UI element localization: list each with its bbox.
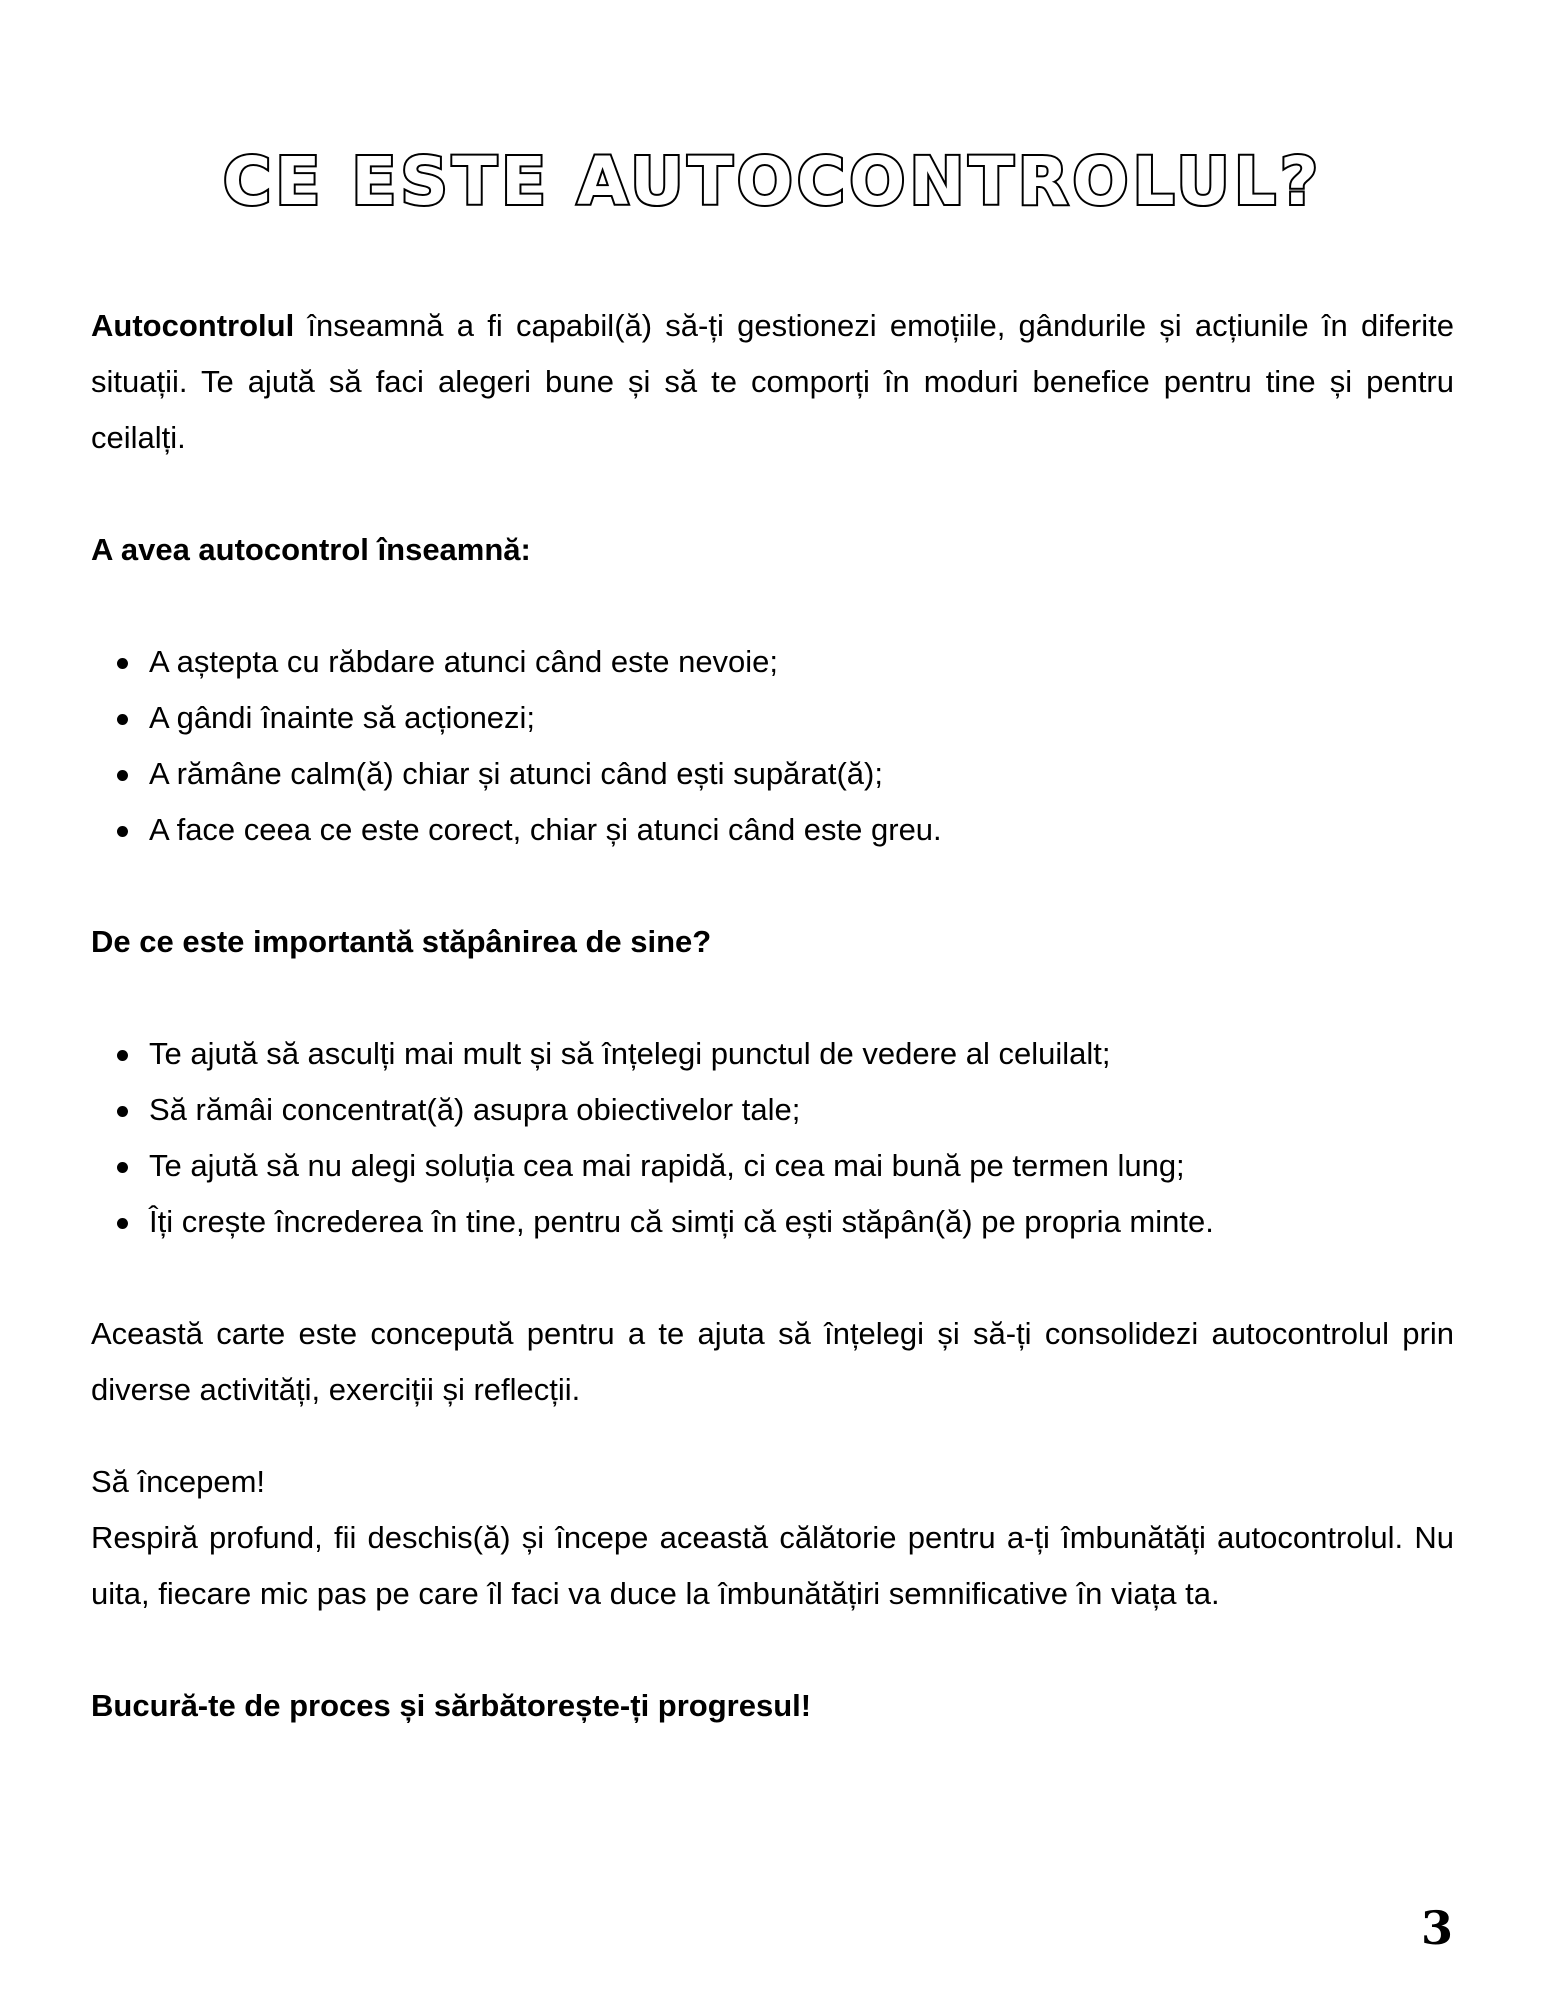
page-number: 3 — [1420, 1901, 1453, 1955]
intro-paragraph — [91, 298, 1454, 466]
intro-bold-term: Autocontrolul — [91, 308, 295, 343]
list-item: Să rămâi concentrat(ă) asupra obiectivelor tale; — [149, 1082, 1454, 1138]
list-item: A gândi înainte să acționezi; — [149, 690, 1454, 746]
list-item: A rămâne calm(ă) chiar și atunci când ești supărat(ă); — [149, 746, 1454, 802]
start-line: Să începem! — [91, 1464, 266, 1499]
list-item: A aștepta cu răbdare atunci când este nevoie; — [149, 634, 1454, 690]
what-it-means-list — [91, 634, 1454, 858]
closing-line: Bucură-te de proces și sărbătorește-ți progresul! — [91, 1688, 812, 1723]
why-important-list — [91, 1026, 1454, 1250]
page-title: CE ESTE AUTOCONTROLUL? — [222, 143, 1323, 221]
section-heading-why-important: De ce este importantă stăpânirea de sine? — [91, 924, 712, 959]
intro-text: înseamnă a fi capabil(ă) să-ți gestionezi emoțiile, gândurile și acțiunile în diferite situații. Te ajută să faci alegeri bune și să te comporți în moduri benefice pentru tine și pentru ceilalți. — [91, 308, 1454, 455]
list-item: A face ceea ce este corect, chiar și atunci când este greu. — [149, 802, 1454, 858]
list-item: Te ajută să nu alegi soluția cea mai rapidă, ci cea mai bună pe termen lung; — [149, 1138, 1454, 1194]
encouragement-paragraph: Respiră profund, fii deschis(ă) și începe această călătorie pentru a-ți îmbunătăți autocontrolul. Nu uita, fiecare mic pas pe care îl faci va duce la îmbunătățiri semnificative în viața ta. — [91, 1520, 1454, 1611]
section-heading-what-it-means: A avea autocontrol înseamnă: — [91, 532, 531, 567]
purpose-paragraph: Această carte este concepută pentru a te ajuta să înțelegi și să-ți consolidezi autocontrolul prin diverse activități, exerciții și reflecții. — [91, 1316, 1454, 1407]
list-item: Te ajută să asculți mai mult și să înțelegi punctul de vedere al celuilalt; — [149, 1026, 1454, 1082]
page-content — [91, 298, 1454, 1734]
list-item: Îți crește încrederea în tine, pentru că simți că ești stăpân(ă) pe propria minte. — [149, 1194, 1454, 1250]
